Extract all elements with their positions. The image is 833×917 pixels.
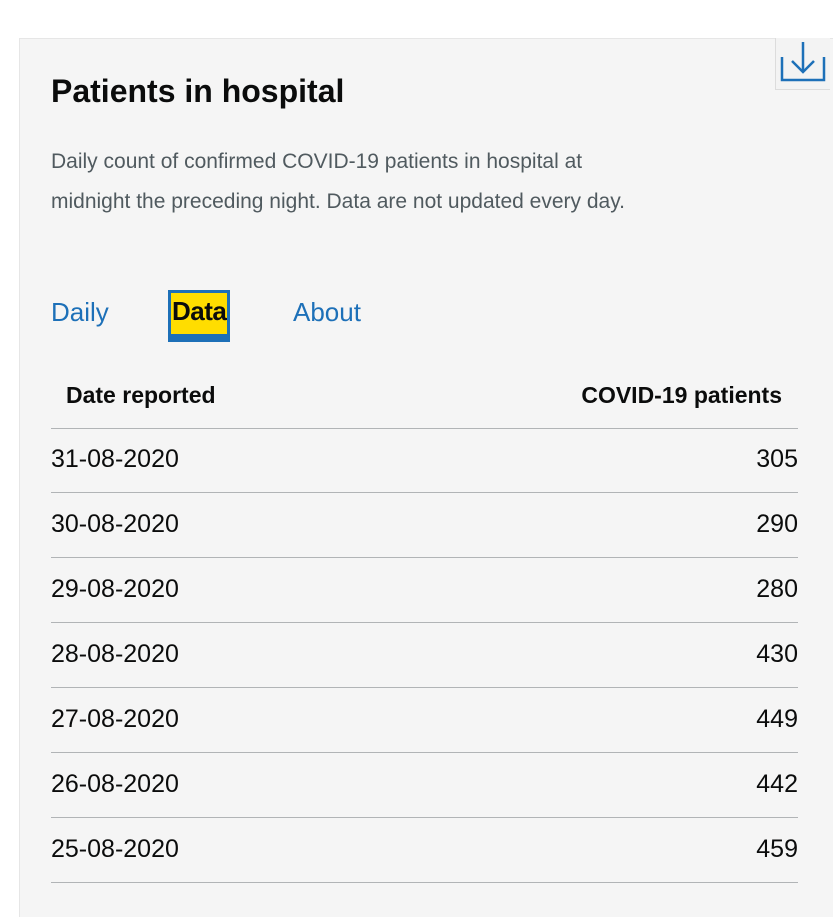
patients-cell: 290 [756,510,798,538]
table-row [51,688,798,753]
patients-cell: 459 [756,835,798,863]
download-button[interactable] [775,38,830,90]
card-title: Patients in hospital [51,73,345,109]
date-cell: 30-08-2020 [51,510,179,538]
table-row [51,753,798,818]
patients-cell: 442 [756,770,798,798]
tab-data[interactable]: Data [168,290,230,342]
tab-about[interactable]: About [293,297,361,327]
date-cell: 27-08-2020 [51,705,179,733]
date-cell: 26-08-2020 [51,770,179,798]
table-row [51,818,798,883]
table-body [51,428,798,883]
date-cell: 29-08-2020 [51,575,179,603]
date-cell: 28-08-2020 [51,640,179,668]
table-header [51,372,798,429]
table-row [51,428,798,493]
patients-cell: 430 [756,640,798,668]
patients-cell: 449 [756,705,798,733]
patients-cell: 305 [756,445,798,473]
card-description: Daily count of confirmed COVID-19 patients in hospital at midnight the preceding night. Data are not updated every day. [51,150,625,213]
date-cell: 25-08-2020 [51,835,179,863]
patients-cell: 280 [756,575,798,603]
column-header-date[interactable]: Date reported [66,382,216,408]
table-row [51,493,798,558]
tab-daily[interactable]: Daily [51,297,109,327]
download-icon [779,39,827,88]
column-header-patients[interactable]: COVID-19 patients [581,382,782,408]
table-row [51,623,798,688]
date-cell: 31-08-2020 [51,445,179,473]
table-row [51,558,798,623]
